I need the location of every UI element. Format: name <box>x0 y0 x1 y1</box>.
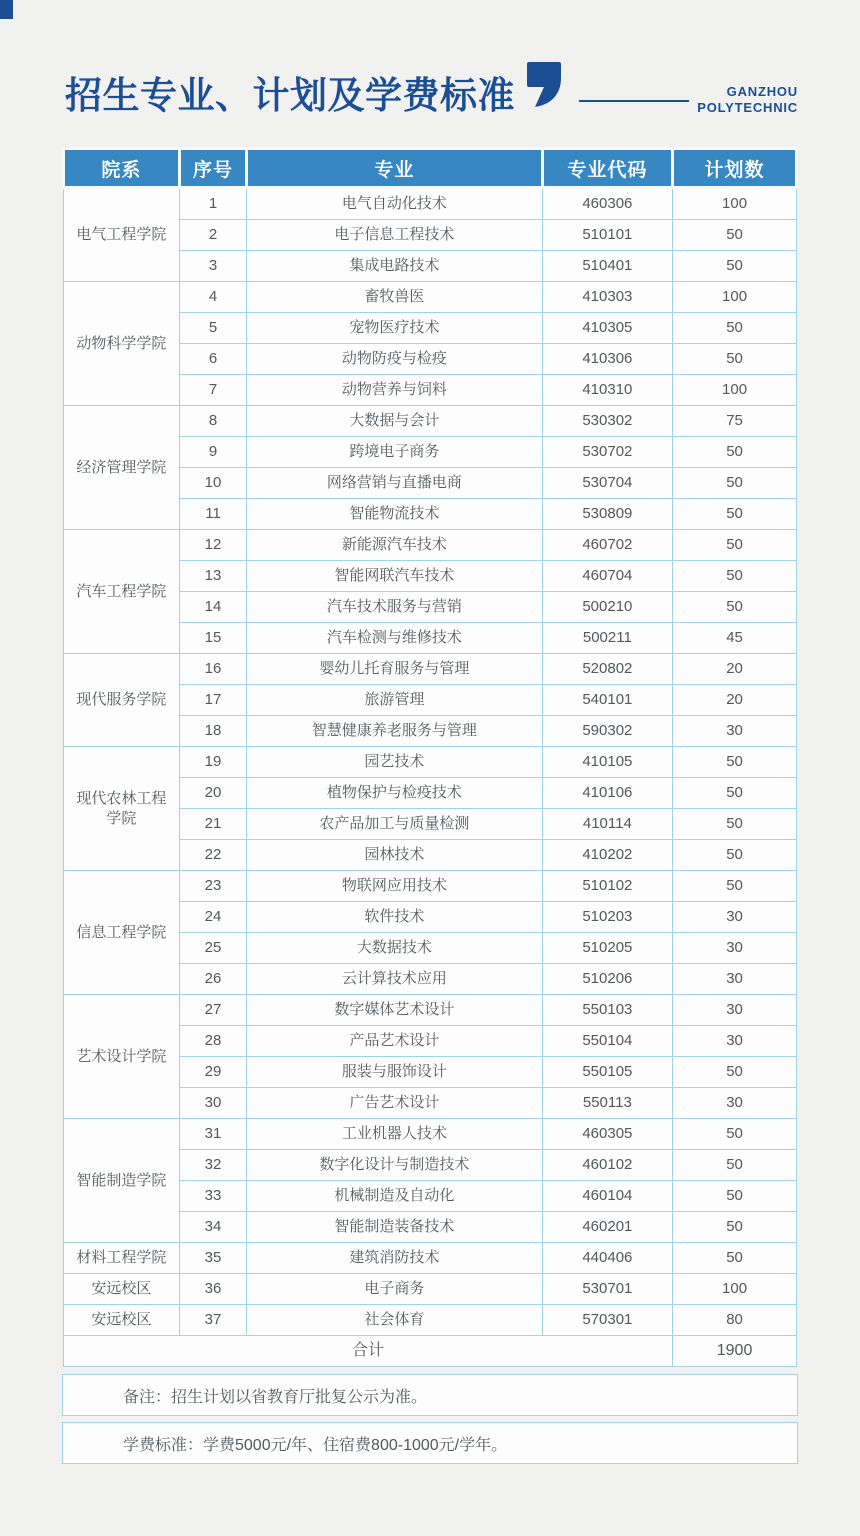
major-cell: 汽车技术服务与营销 <box>247 592 542 623</box>
plan-cell: 50 <box>673 809 797 840</box>
code-cell: 510203 <box>542 902 672 933</box>
code-cell: 440406 <box>542 1243 672 1274</box>
plan-cell: 20 <box>673 685 797 716</box>
no-cell: 34 <box>179 1212 246 1243</box>
dept-cell: 电气工程学院 <box>64 188 180 282</box>
plan-cell: 100 <box>673 188 797 220</box>
no-cell: 10 <box>179 468 246 499</box>
no-cell: 29 <box>179 1057 246 1088</box>
major-cell: 产品艺术设计 <box>247 1026 542 1057</box>
plan-cell: 50 <box>673 1243 797 1274</box>
plan-cell: 80 <box>673 1305 797 1336</box>
no-cell: 20 <box>179 778 246 809</box>
plan-cell: 50 <box>673 747 797 778</box>
code-cell: 460702 <box>542 530 672 561</box>
major-cell: 跨境电子商务 <box>247 437 542 468</box>
note-tuition-text: 学费标准：学费5000元/年、住宿费800-1000元/学年。 <box>123 1436 508 1454</box>
quote-icon <box>527 62 561 113</box>
plan-cell: 50 <box>673 530 797 561</box>
major-cell: 电子商务 <box>247 1274 542 1305</box>
table-row <box>64 654 797 685</box>
brand-name <box>697 84 798 116</box>
code-cell: 410305 <box>542 313 672 344</box>
divider-line <box>579 100 689 102</box>
major-cell: 汽车检测与维修技术 <box>247 623 542 654</box>
dept-cell: 现代服务学院 <box>64 654 180 747</box>
dept-cell: 经济管理学院 <box>64 406 180 530</box>
no-cell: 26 <box>179 964 246 995</box>
table-row <box>64 995 797 1026</box>
plan-cell: 30 <box>673 964 797 995</box>
no-cell: 27 <box>179 995 246 1026</box>
major-cell: 动物营养与饲料 <box>247 375 542 406</box>
plan-cell: 30 <box>673 995 797 1026</box>
page-header <box>65 62 798 117</box>
table-row <box>64 1119 797 1150</box>
major-cell: 新能源汽车技术 <box>247 530 542 561</box>
no-cell: 4 <box>179 282 246 313</box>
code-cell: 550104 <box>542 1026 672 1057</box>
no-cell: 2 <box>179 220 246 251</box>
major-cell: 电子信息工程技术 <box>247 220 542 251</box>
plan-cell: 30 <box>673 1088 797 1119</box>
plan-cell: 50 <box>673 468 797 499</box>
major-cell: 宠物医疗技术 <box>247 313 542 344</box>
table-row <box>64 1243 797 1274</box>
plan-cell: 50 <box>673 561 797 592</box>
dept-cell: 安远校区 <box>64 1305 180 1336</box>
plan-cell: 50 <box>673 592 797 623</box>
plan-cell: 50 <box>673 1150 797 1181</box>
plan-cell: 50 <box>673 220 797 251</box>
code-cell: 410303 <box>542 282 672 313</box>
code-cell: 410306 <box>542 344 672 375</box>
column-header-5: 计划数 <box>673 149 797 188</box>
major-cell: 智能网联汽车技术 <box>247 561 542 592</box>
code-cell: 590302 <box>542 716 672 747</box>
major-cell: 旅游管理 <box>247 685 542 716</box>
no-cell: 9 <box>179 437 246 468</box>
plan-cell: 50 <box>673 344 797 375</box>
plan-cell: 30 <box>673 1026 797 1057</box>
no-cell: 32 <box>179 1150 246 1181</box>
total-row <box>64 1336 797 1367</box>
no-cell: 14 <box>179 592 246 623</box>
brand-line2: POLYTECHNIC <box>697 100 798 115</box>
table-row <box>64 188 797 220</box>
plan-cell: 30 <box>673 902 797 933</box>
code-cell: 550113 <box>542 1088 672 1119</box>
column-header-3: 专业 <box>247 149 542 188</box>
column-header-2: 序号 <box>179 149 246 188</box>
plan-cell: 20 <box>673 654 797 685</box>
no-cell: 6 <box>179 344 246 375</box>
code-cell: 410310 <box>542 375 672 406</box>
plan-cell: 45 <box>673 623 797 654</box>
major-cell: 工业机器人技术 <box>247 1119 542 1150</box>
total-label-cell: 合计 <box>64 1336 673 1367</box>
no-cell: 16 <box>179 654 246 685</box>
code-cell: 520802 <box>542 654 672 685</box>
dept-cell: 动物科学学院 <box>64 282 180 406</box>
major-cell: 智能物流技术 <box>247 499 542 530</box>
no-cell: 22 <box>179 840 246 871</box>
code-cell: 460102 <box>542 1150 672 1181</box>
major-cell: 智慧健康养老服务与管理 <box>247 716 542 747</box>
note-remark-text: 备注：招生计划以省教育厅批复公示为准。 <box>123 1388 428 1406</box>
code-cell: 510205 <box>542 933 672 964</box>
dept-cell: 安远校区 <box>64 1274 180 1305</box>
table-row <box>64 406 797 437</box>
code-cell: 510101 <box>542 220 672 251</box>
no-cell: 30 <box>179 1088 246 1119</box>
brand-line1: GANZHOU <box>726 84 798 99</box>
major-cell: 动物防疫与检疫 <box>247 344 542 375</box>
plan-cell: 50 <box>673 871 797 902</box>
code-cell: 530701 <box>542 1274 672 1305</box>
dept-cell: 汽车工程学院 <box>64 530 180 654</box>
code-cell: 510206 <box>542 964 672 995</box>
code-cell: 500210 <box>542 592 672 623</box>
no-cell: 15 <box>179 623 246 654</box>
code-cell: 530704 <box>542 468 672 499</box>
code-cell: 410105 <box>542 747 672 778</box>
major-cell: 农产品加工与质量检测 <box>247 809 542 840</box>
plan-cell: 50 <box>673 1212 797 1243</box>
plan-cell: 50 <box>673 499 797 530</box>
code-cell: 460104 <box>542 1181 672 1212</box>
corner-accent-square <box>0 0 13 19</box>
code-cell: 570301 <box>542 1305 672 1336</box>
table-row <box>64 1274 797 1305</box>
note-tuition <box>62 1422 798 1464</box>
no-cell: 33 <box>179 1181 246 1212</box>
no-cell: 21 <box>179 809 246 840</box>
dept-cell: 信息工程学院 <box>64 871 180 995</box>
no-cell: 5 <box>179 313 246 344</box>
plan-cell: 50 <box>673 1181 797 1212</box>
no-cell: 23 <box>179 871 246 902</box>
no-cell: 37 <box>179 1305 246 1336</box>
code-cell: 410114 <box>542 809 672 840</box>
plan-cell: 50 <box>673 251 797 282</box>
code-cell: 530302 <box>542 406 672 437</box>
major-cell: 数字化设计与制造技术 <box>247 1150 542 1181</box>
enrollment-plan-table <box>62 147 798 1367</box>
no-cell: 25 <box>179 933 246 964</box>
table-row <box>64 282 797 313</box>
table-row <box>64 871 797 902</box>
code-cell: 410202 <box>542 840 672 871</box>
dept-cell: 艺术设计学院 <box>64 995 180 1119</box>
plan-cell: 100 <box>673 1274 797 1305</box>
code-cell: 510102 <box>542 871 672 902</box>
no-cell: 19 <box>179 747 246 778</box>
plan-cell: 30 <box>673 933 797 964</box>
major-cell: 园艺技术 <box>247 747 542 778</box>
no-cell: 12 <box>179 530 246 561</box>
plan-cell: 50 <box>673 840 797 871</box>
no-cell: 35 <box>179 1243 246 1274</box>
code-cell: 460305 <box>542 1119 672 1150</box>
dept-cell: 智能制造学院 <box>64 1119 180 1243</box>
major-cell: 软件技术 <box>247 902 542 933</box>
table-row <box>64 747 797 778</box>
no-cell: 13 <box>179 561 246 592</box>
plan-cell: 50 <box>673 1057 797 1088</box>
code-cell: 530809 <box>542 499 672 530</box>
code-cell: 410106 <box>542 778 672 809</box>
code-cell: 510401 <box>542 251 672 282</box>
plan-cell: 50 <box>673 437 797 468</box>
column-header-1: 院系 <box>64 149 180 188</box>
major-cell: 电气自动化技术 <box>247 188 542 220</box>
major-cell: 智能制造装备技术 <box>247 1212 542 1243</box>
plan-cell: 100 <box>673 375 797 406</box>
major-cell: 数字媒体艺术设计 <box>247 995 542 1026</box>
no-cell: 17 <box>179 685 246 716</box>
plan-cell: 30 <box>673 716 797 747</box>
major-cell: 云计算技术应用 <box>247 964 542 995</box>
plan-cell: 75 <box>673 406 797 437</box>
major-cell: 机械制造及自动化 <box>247 1181 542 1212</box>
code-cell: 550103 <box>542 995 672 1026</box>
dept-cell: 材料工程学院 <box>64 1243 180 1274</box>
plan-cell: 50 <box>673 778 797 809</box>
major-cell: 植物保护与检疫技术 <box>247 778 542 809</box>
no-cell: 3 <box>179 251 246 282</box>
dept-cell: 现代农林工程学院 <box>64 747 180 871</box>
major-cell: 网络营销与直播电商 <box>247 468 542 499</box>
note-remark <box>62 1374 798 1416</box>
plan-cell: 50 <box>673 313 797 344</box>
no-cell: 11 <box>179 499 246 530</box>
page-title: 招生专业、计划及学费标准 <box>65 75 515 116</box>
major-cell: 服装与服饰设计 <box>247 1057 542 1088</box>
no-cell: 8 <box>179 406 246 437</box>
no-cell: 31 <box>179 1119 246 1150</box>
code-cell: 460704 <box>542 561 672 592</box>
major-cell: 物联网应用技术 <box>247 871 542 902</box>
column-header-4: 专业代码 <box>542 149 672 188</box>
no-cell: 24 <box>179 902 246 933</box>
major-cell: 社会体育 <box>247 1305 542 1336</box>
table-area <box>62 147 798 1464</box>
major-cell: 集成电路技术 <box>247 251 542 282</box>
total-value-cell: 1900 <box>673 1336 797 1367</box>
major-cell: 园林技术 <box>247 840 542 871</box>
no-cell: 36 <box>179 1274 246 1305</box>
table-row <box>64 1305 797 1336</box>
code-cell: 550105 <box>542 1057 672 1088</box>
plan-cell: 100 <box>673 282 797 313</box>
no-cell: 28 <box>179 1026 246 1057</box>
table-row <box>64 530 797 561</box>
code-cell: 530702 <box>542 437 672 468</box>
major-cell: 建筑消防技术 <box>247 1243 542 1274</box>
major-cell: 广告艺术设计 <box>247 1088 542 1119</box>
major-cell: 婴幼儿托育服务与管理 <box>247 654 542 685</box>
major-cell: 大数据与会计 <box>247 406 542 437</box>
code-cell: 460306 <box>542 188 672 220</box>
major-cell: 畜牧兽医 <box>247 282 542 313</box>
major-cell: 大数据技术 <box>247 933 542 964</box>
code-cell: 500211 <box>542 623 672 654</box>
code-cell: 540101 <box>542 685 672 716</box>
no-cell: 7 <box>179 375 246 406</box>
code-cell: 460201 <box>542 1212 672 1243</box>
table-header-row <box>64 149 797 188</box>
no-cell: 18 <box>179 716 246 747</box>
no-cell: 1 <box>179 188 246 220</box>
plan-cell: 50 <box>673 1119 797 1150</box>
